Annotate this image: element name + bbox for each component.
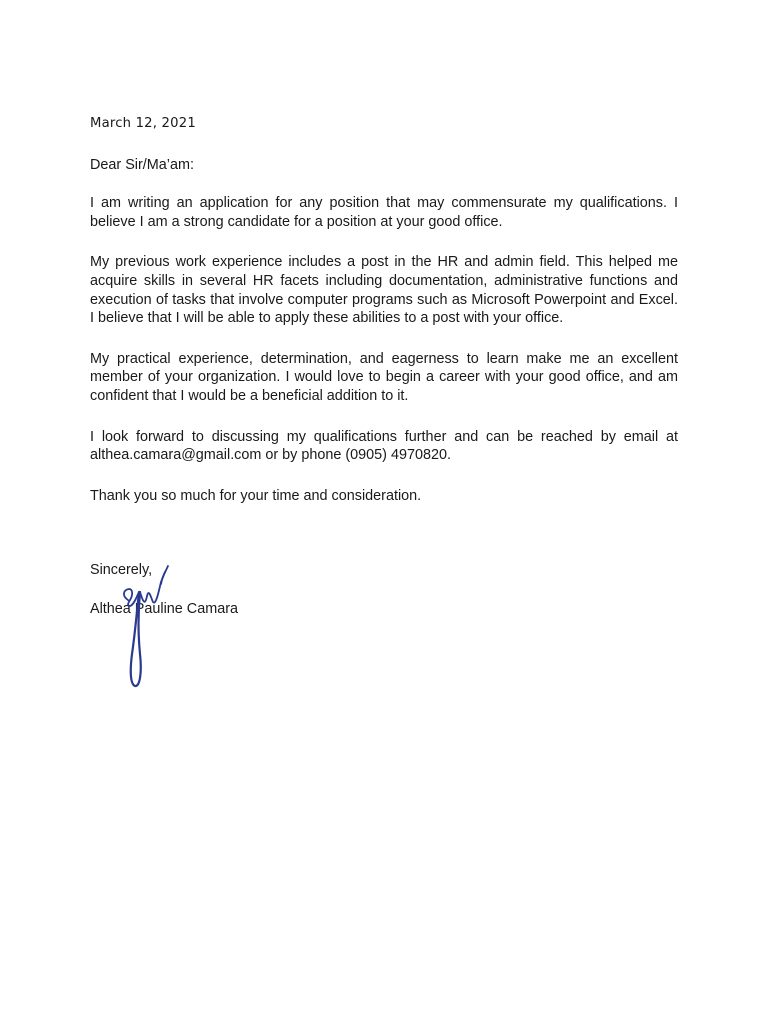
letter-paragraph: I look forward to discussing my qualifications further and can be reached by email at althea.camara@gmail.com or by phone (0905) 4970820. <box>90 428 678 464</box>
letter-body <box>90 115 678 619</box>
signature-strokes <box>124 566 168 686</box>
letter-paragraph: My previous work experience includes a post in the HR and admin field. This helped me acquire skills in several HR facets including documentation, administrative functions and execution of tasks that involve computer programs such as Microsoft Powerpoint and Excel. I believe that I will be able to apply these abilities to a post with your office. <box>90 254 678 327</box>
letter-closing: Sincerely, <box>90 562 153 579</box>
handwritten-signature <box>118 562 174 692</box>
signer-name: Althea Pauline Camara <box>90 600 238 617</box>
letter-salutation: Dear Sir/Ma’am: <box>90 156 194 173</box>
letter-paragraph: Thank you so much for your time and consideration. <box>90 487 422 504</box>
letter-paragraph: My practical experience, determination, and eagerness to learn make me an excellent member of your organization. I would love to begin a career with your good office, and am confident that I would be a beneficial addition to it. <box>90 350 678 404</box>
letter-date: March 12, 2021 <box>90 116 196 131</box>
letter-paragraph: I am writing an application for any position that may commensurate my qualifications. I believe I am a strong candidate for a position at your good office. <box>90 195 678 230</box>
